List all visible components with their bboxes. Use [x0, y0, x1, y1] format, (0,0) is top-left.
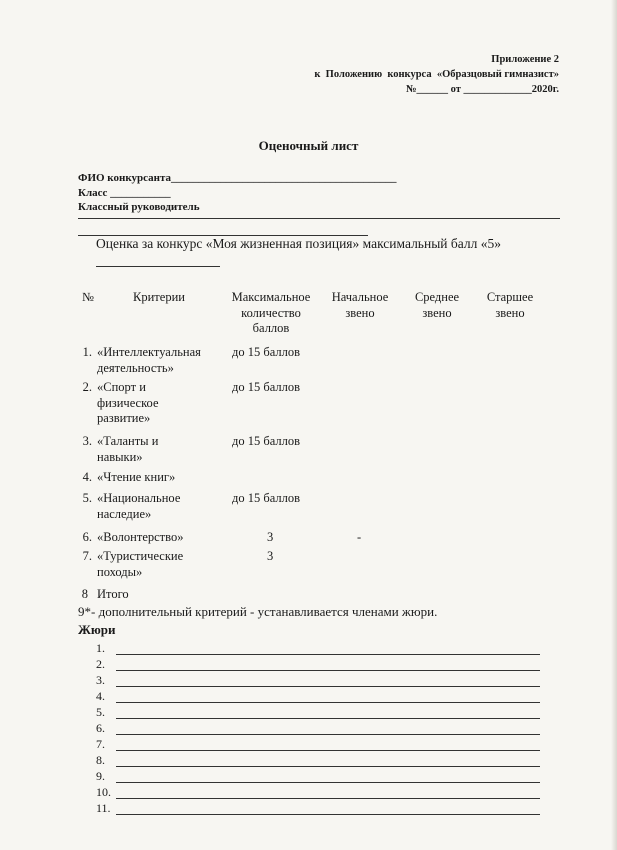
row-2-num: 2.: [82, 380, 92, 394]
row-1-max: до 15 баллов: [232, 345, 301, 359]
jury-signature-line: [116, 814, 540, 815]
row-3-max: до 15 баллов: [232, 434, 301, 448]
jury-line-number: 6.: [96, 721, 105, 735]
row-4-num: 4.: [82, 470, 92, 484]
row-2-criterion: «Спорт и физическое развитие»: [97, 380, 159, 425]
appendix-header: [314, 52, 559, 97]
row-4-criterion: «Чтение книг»: [97, 470, 176, 484]
appendix-number: Приложение 2: [491, 54, 559, 65]
scan-edge-shadow: [611, 0, 617, 850]
row-7-num: 7.: [82, 549, 92, 563]
jury-line-number: 5.: [96, 705, 105, 719]
row-3-num: 3.: [82, 434, 92, 448]
row-5-num: 5.: [82, 491, 92, 505]
jury-line-number: 10.: [96, 785, 111, 799]
row-1-criterion: «Интеллектуальная деятельность»: [97, 345, 201, 375]
row-6-primary: -: [357, 530, 362, 544]
jury-signature-line: [116, 798, 540, 799]
header-middle: Среднее звено: [414, 290, 460, 320]
row-2-max: до 15 баллов: [232, 380, 301, 394]
jury-line-number: 11.: [96, 801, 111, 815]
header-max: Максимальное количество баллов: [231, 290, 311, 335]
jury-signature-line: [116, 782, 540, 783]
fio-field: ФИО конкурсанта_________________________________________: [78, 172, 397, 184]
row-7-max: 3: [267, 549, 274, 563]
teacher-fill-line: [78, 218, 560, 219]
header-criteria: Критерии: [133, 290, 185, 304]
teacher-field: Классный руководитель: [78, 201, 200, 213]
header-num: №: [82, 290, 94, 304]
header-primary: Начальное звено: [331, 290, 389, 320]
row-8-num: 8: [81, 587, 88, 601]
appendix-number-date: №______ от _____________2020г.: [405, 84, 559, 95]
jury-signature-line: [116, 686, 540, 687]
row-8-criterion: Итого: [97, 587, 129, 601]
participant-fields: [78, 171, 397, 215]
appendix-regulation: к Положению конкурса «Образцовый гимназист»: [314, 69, 559, 80]
score-intro: Оценка за конкурс «Моя жизненная позиция» максимальный балл «5»: [96, 236, 501, 251]
jury-line-number: 9.: [96, 769, 105, 783]
jury-label: Жюри: [78, 622, 116, 637]
jury-line-number: 7.: [96, 737, 105, 751]
score-underline: [96, 266, 220, 267]
row-7-criterion: «Туристические походы»: [97, 549, 184, 579]
jury-signature-line: [116, 766, 540, 767]
jury-signature-line: [116, 670, 540, 671]
row-5-criterion: «Национальное наследие»: [97, 491, 181, 521]
jury-signature-line: [116, 718, 540, 719]
jury-signature-line: [116, 702, 540, 703]
row-6-num: 6.: [82, 530, 92, 544]
additional-criterion-note: 9*- дополнительный критерий - устанавливается членами жюри.: [78, 604, 438, 619]
page-title: Оценочный лист: [258, 138, 359, 153]
jury-line-number: 8.: [96, 753, 105, 767]
class-field: Класс ___________: [78, 186, 171, 199]
header-senior: Старшее звено: [486, 290, 534, 320]
jury-signature-line: [116, 734, 540, 735]
row-3-criterion: «Таланты и навыки»: [97, 434, 159, 464]
row-6-max: 3: [267, 530, 274, 544]
jury-line-number: 1.: [96, 641, 105, 655]
row-1-num: 1.: [82, 345, 92, 359]
jury-signature-line: [116, 654, 540, 655]
jury-line-number: 2.: [96, 657, 105, 671]
jury-line-number: 3.: [96, 673, 105, 687]
jury-line-number: 4.: [96, 689, 105, 703]
row-5-max: до 15 баллов: [232, 491, 301, 505]
row-6-criterion: «Волонтерство»: [97, 530, 184, 544]
jury-signature-line: [116, 750, 540, 751]
